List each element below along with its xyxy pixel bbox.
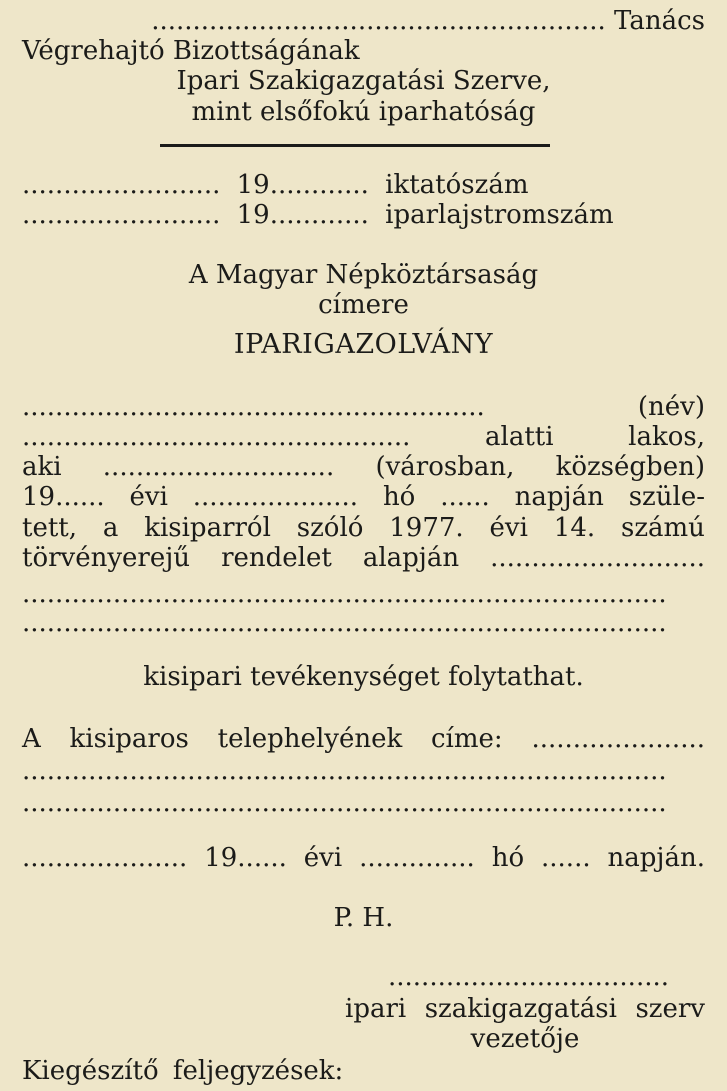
word: szóló xyxy=(296,513,364,543)
additional-notes-label: Kiegészítő feljegyzések: xyxy=(22,1056,344,1086)
residence-dots: ............................ xyxy=(102,452,335,482)
registry-dots: ........................ xyxy=(22,200,221,230)
signature-dots: .................................. xyxy=(388,962,669,992)
word: évi xyxy=(489,513,528,543)
word: ...... xyxy=(541,843,591,873)
word: .................... xyxy=(192,482,359,512)
word: hó xyxy=(491,843,525,873)
word: telephelyének xyxy=(217,724,403,754)
word: évi xyxy=(129,482,168,512)
word: rendelet xyxy=(221,543,332,573)
word: a xyxy=(102,513,119,543)
executive-committee-line: Végrehajtó Bizottságának xyxy=(22,36,360,66)
word: ipari xyxy=(345,994,407,1024)
word: 19...... xyxy=(204,843,287,873)
word: községben) xyxy=(555,452,705,482)
name-label: (név) xyxy=(637,392,705,422)
site-dots: ..................... xyxy=(531,724,705,754)
word: alatti xyxy=(485,422,554,452)
word: 1977. xyxy=(389,513,464,543)
residence-line xyxy=(22,452,705,482)
word: aki xyxy=(22,452,62,482)
address-line xyxy=(22,422,705,452)
registry-year: 19............ xyxy=(236,170,369,200)
name-line xyxy=(22,392,705,422)
word: kisiparos xyxy=(69,724,189,754)
word: .................... xyxy=(22,843,188,873)
word: .............. xyxy=(359,843,475,873)
registry-row-1 xyxy=(22,170,667,200)
document-title: IPARIGAZOLVÁNY xyxy=(233,329,494,360)
registry-label: iktatószám xyxy=(385,170,529,200)
decree-dots: .......................... xyxy=(490,543,705,573)
registry-label: iparlajstromszám xyxy=(385,200,614,230)
activity-statement: kisipari tevékenységet folytathat. xyxy=(143,662,584,692)
word: napján. xyxy=(607,843,705,873)
issue-date-line xyxy=(22,843,705,873)
registry-dots: ........................ xyxy=(22,170,221,200)
word: alapján xyxy=(362,543,460,573)
signature-title-line xyxy=(345,994,705,1024)
word: szüle- xyxy=(628,482,705,512)
word: 19...... xyxy=(22,482,105,512)
word: hó xyxy=(382,482,416,512)
site-address-line xyxy=(22,724,705,754)
word: ...... xyxy=(440,482,490,512)
site-dots-line: .............................................................................. xyxy=(22,756,667,786)
word: tett, xyxy=(22,513,77,543)
signature-subtitle: vezetője xyxy=(470,1024,580,1054)
word: címe: xyxy=(430,724,503,754)
council-line: ....................................................... Tanács xyxy=(151,6,705,36)
activity-dots-line: .............................................................................. xyxy=(22,608,667,638)
law-line xyxy=(22,513,705,543)
registry-year: 19............ xyxy=(236,200,369,230)
coat-of-arms-subline: címere xyxy=(318,290,409,320)
word: évi xyxy=(303,843,343,873)
word: 14. xyxy=(553,513,596,543)
header-rule xyxy=(160,144,550,147)
word: A xyxy=(22,724,41,754)
birth-date-line xyxy=(22,482,705,512)
word: kisiparról xyxy=(144,513,271,543)
word: szakigazgatási xyxy=(424,994,617,1024)
authority-subline: mint elsőfokú iparhatóság xyxy=(191,97,536,127)
site-dots-line: .............................................................................. xyxy=(22,788,667,818)
activity-dots-line: .............................................................................. xyxy=(22,579,667,609)
word: lakos, xyxy=(628,422,705,452)
word: napján xyxy=(514,482,604,512)
name-dots: ........................................................ xyxy=(22,392,485,422)
word: számú xyxy=(620,513,705,543)
stamp-placeholder: P. H. xyxy=(333,903,394,933)
authority-line: Ipari Szakigazgatási Szerve, xyxy=(176,66,551,96)
decree-line xyxy=(22,543,705,573)
word: törvényerejű xyxy=(22,543,191,573)
word: (városban, xyxy=(375,452,515,482)
registry-row-2 xyxy=(22,200,705,230)
word: szerv xyxy=(635,994,705,1024)
address-dots: ............................................... xyxy=(22,422,411,452)
coat-of-arms-line: A Magyar Népköztársaság xyxy=(188,260,539,290)
